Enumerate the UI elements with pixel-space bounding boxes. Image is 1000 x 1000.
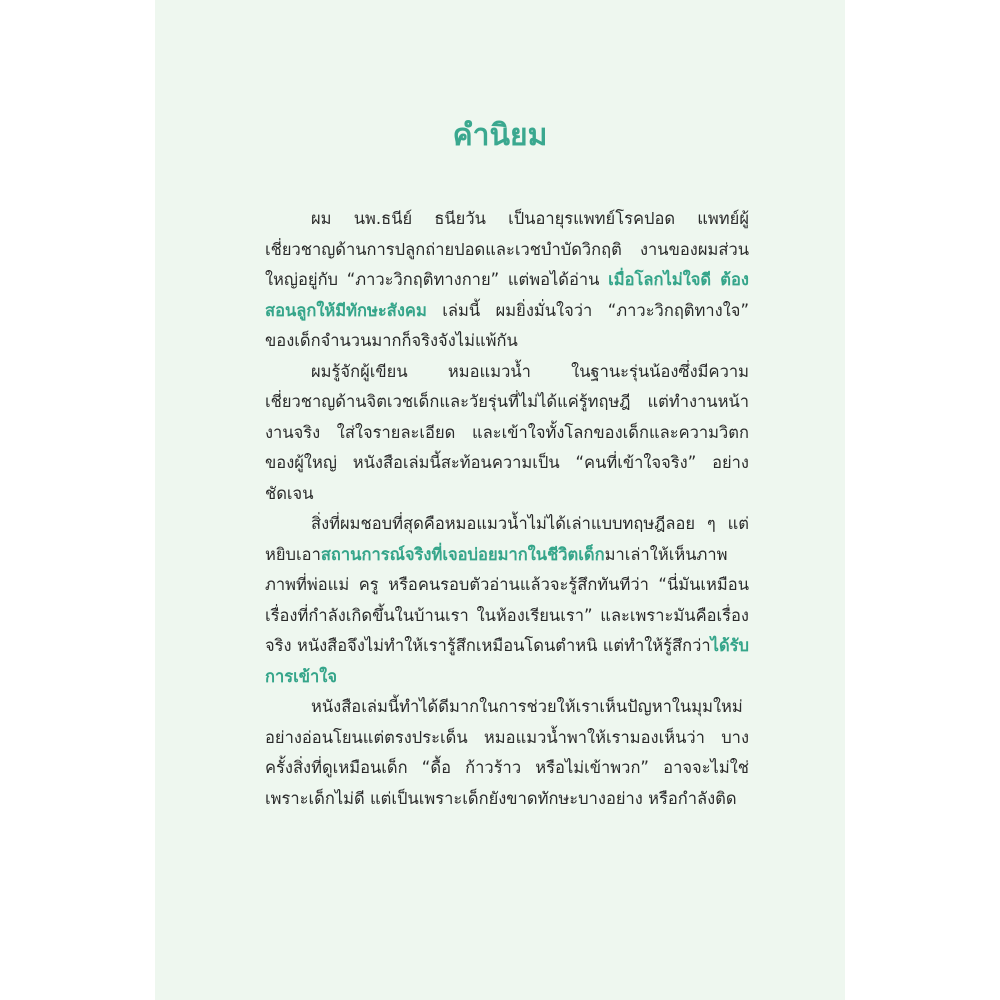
text-segment: ผม นพ.ธนีย์ ธนียวัน เป็นอายุรแพทย์โรคปอด แพทย์ผู้เชี่ยวชาญด้านการปลูกถ่ายปอดและเวชบำบัดวิกฤติ งานของผมส่วนใหญ่อยู่กับ “ภาวะวิกฤติทางกาย” แต่พอได้อ่าน — [265, 209, 749, 289]
foreword-body — [265, 204, 749, 814]
paragraph-1 — [265, 204, 749, 357]
highlight-real-situations: สถานการณ์จริงที่เจอบ่อยมากในชีวิตเด็ก — [320, 544, 605, 564]
text-segment: เล่มนี้ ผมยิ่งมั่นใจว่า “ภาวะวิกฤติทางใจ” ของเด็กจำนวนมากก็จริงจังไม่แพ้กัน — [265, 300, 749, 350]
text-segment: มาเล่าให้เห็นภาพ ภาพที่พ่อแม่ ครู หรือคนรอบตัวอ่านแล้วจะรู้สึกทันทีว่า “นี่มันเหมือนเรื่องที่กำลังเกิดขึ้นในบ้านเรา ในห้องเรียนเรา” และเพราะมันคือเรื่องจริง หนังสือจึงไม่ทำให้เรารู้สึกเหมือนโดนตำหนิ แต่ทำให้รู้สึกว่า — [265, 544, 749, 655]
text-segment: หนังสือเล่มนี้ทำได้ดีมากในการช่วยให้เราเห็นปัญหาในมุมใหม่อย่างอ่อนโยนแต่ตรงประเด็น หมอแมวน้ำพาให้เรามองเห็นว่า บางครั้งสิ่งที่ดูเหมือนเด็ก “ดื้อ ก้าวร้าว หรือไม่เข้าพวก” อาจจะไม่ใช่เพราะเด็กไม่ดี แต่เป็นเพราะเด็กยังขาดทักษะบางอย่าง หรือกำลังติด — [265, 697, 749, 808]
book-page — [155, 0, 845, 1000]
page-title: คำนิยม — [452, 118, 548, 153]
paragraph-3 — [265, 509, 749, 692]
highlight-book-title: เมื่อโลกไม่ใจดี ต้องสอนลูกให้มีทักษะสังคม — [265, 270, 749, 320]
text-segment: สิ่งที่ผมชอบที่สุดคือหมอแมวน้ำไม่ได้เล่าแบบทฤษฎีลอย ๆ แต่หยิบเอา — [265, 514, 749, 564]
text-segment: ผมรู้จักผู้เขียน หมอแมวน้ำ ในฐานะรุ่นน้องซึ่งมีความเชี่ยวชาญด้านจิตเวชเด็กและวัยรุ่นที่ไม่ได้แค่รู้ทฤษฎี แต่ทำงานหน้างานจริง ใส่ใจรายละเอียด และเข้าใจทั้งโลกของเด็กและความวิตกของผู้ใหญ่ หนังสือเล่มนี้สะท้อนความเป็น “คนที่เข้าใจจริง” อย่างชัดเจน — [265, 361, 749, 503]
paragraph-2 — [265, 357, 749, 510]
highlight-understood: ได้รับการเข้าใจ — [265, 636, 749, 686]
paragraph-4 — [265, 692, 749, 814]
